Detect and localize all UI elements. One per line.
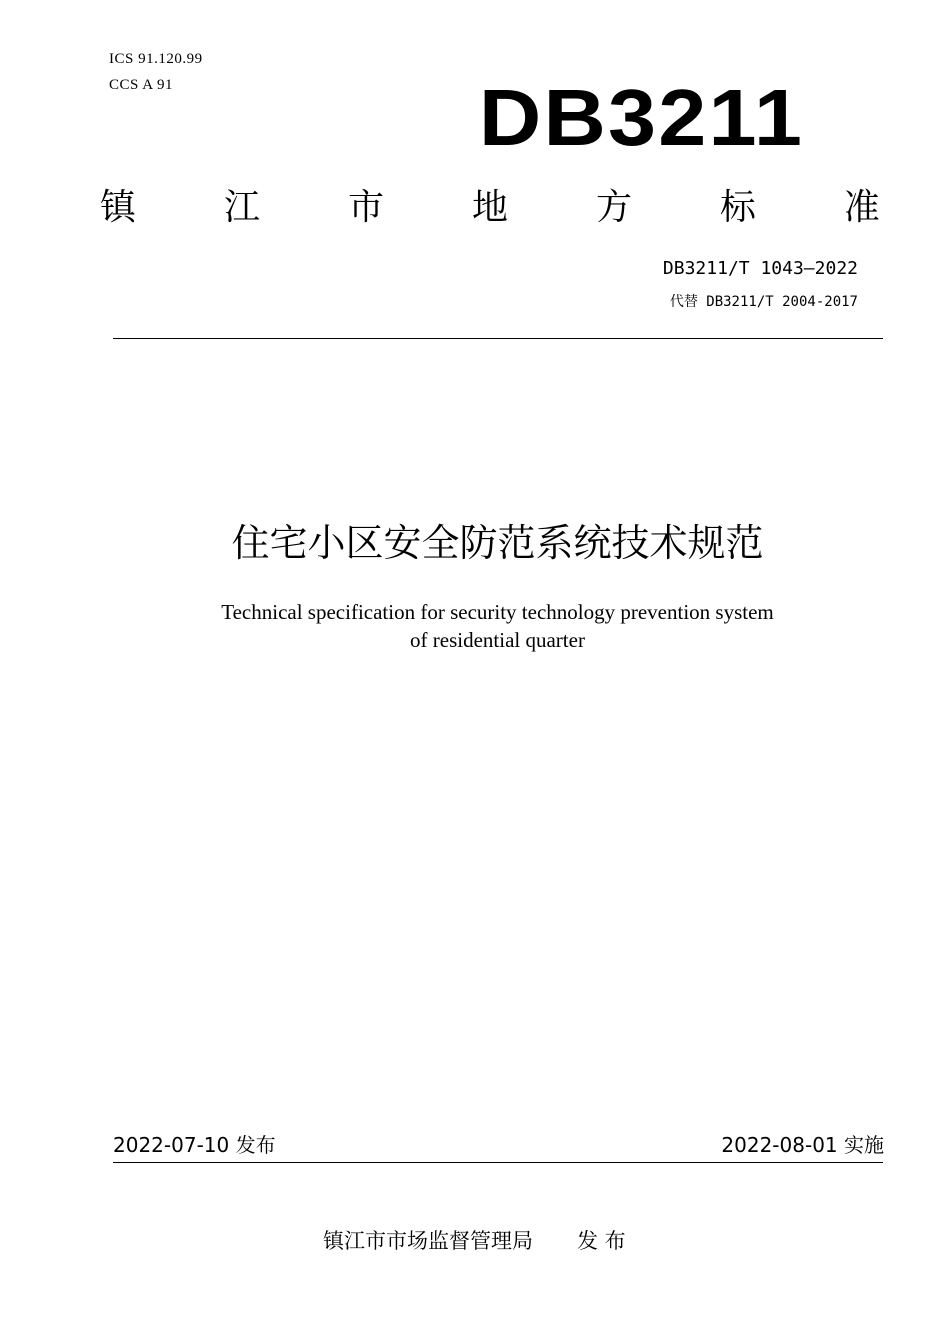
issue-date: 2022-07-10 发布 xyxy=(113,1133,276,1157)
standard-type-heading xyxy=(100,184,880,232)
title-english-line1: Technical specification for security technology prevention system xyxy=(221,600,774,624)
replaces-standard: 代替 DB3211/T 2004-2017 xyxy=(669,294,858,310)
issuer-name: 镇江市市场监督管理局 xyxy=(323,1229,533,1253)
title-english xyxy=(0,598,950,654)
standard-type-char: 地 xyxy=(471,187,508,228)
standard-type-char: 准 xyxy=(843,187,880,228)
ics-code: ICS 91.120.99 xyxy=(109,51,203,67)
issuer-line xyxy=(323,1226,626,1256)
title-english-line2: of residential quarter xyxy=(410,628,585,652)
effective-date: 2022-08-01 实施 xyxy=(721,1133,884,1157)
bottom-divider xyxy=(113,1162,883,1163)
standard-number: DB3211/T 1043—2022 xyxy=(662,258,858,279)
standard-type-char: 镇 xyxy=(100,187,137,228)
standard-type-char: 标 xyxy=(719,187,756,228)
issuer-action: 发 布 xyxy=(577,1229,626,1253)
top-divider xyxy=(113,338,883,339)
classification-codes xyxy=(109,46,203,98)
standard-type-char: 市 xyxy=(347,187,384,228)
standard-type-char: 江 xyxy=(223,187,260,228)
standard-logo: DB3211 xyxy=(478,73,804,162)
title-chinese: 住宅小区安全防范系统技术规范 xyxy=(231,521,764,565)
ccs-code: CCS A 91 xyxy=(109,77,174,93)
standard-type-char: 方 xyxy=(595,187,632,228)
